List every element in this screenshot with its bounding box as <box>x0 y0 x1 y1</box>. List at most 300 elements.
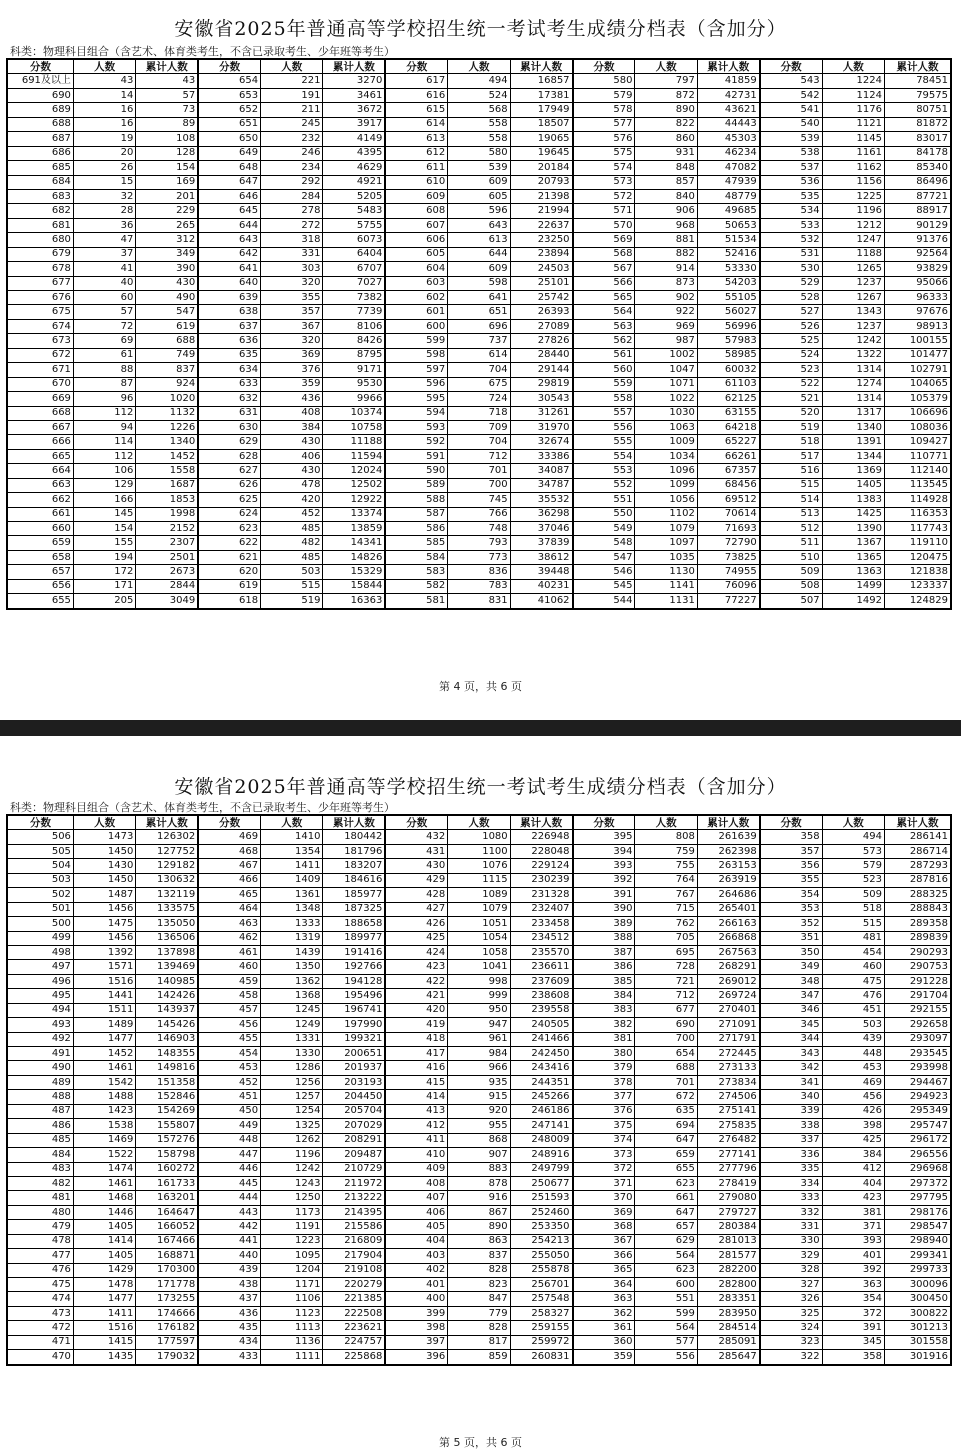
table-cell: 436 <box>261 392 323 406</box>
table-cell: 171778 <box>136 1278 198 1292</box>
table-cell: 440 <box>198 1249 260 1263</box>
table-cell: 516 <box>760 464 822 478</box>
table-cell: 223621 <box>323 1321 385 1335</box>
table-cell: 423 <box>822 1191 884 1205</box>
table-cell: 574 <box>573 161 635 175</box>
table-cell: 290753 <box>885 960 952 974</box>
table-cell: 424 <box>385 945 447 959</box>
table-cell: 273834 <box>697 1075 759 1089</box>
table-cell: 57983 <box>697 334 759 348</box>
table-cell: 292155 <box>885 1003 952 1017</box>
table-cell: 494 <box>448 74 510 88</box>
table-cell: 475 <box>822 974 884 988</box>
table-cell: 409 <box>385 1162 447 1176</box>
table-cell: 207029 <box>323 1119 385 1133</box>
table-row <box>7 844 951 858</box>
table-cell: 87721 <box>885 189 952 203</box>
table-cell: 133575 <box>136 902 198 916</box>
table-row <box>7 1205 951 1219</box>
table-cell: 540 <box>760 117 822 131</box>
table-cell: 139469 <box>136 960 198 974</box>
table-cell: 3672 <box>323 103 385 117</box>
table-cell: 275141 <box>697 1104 759 1118</box>
table-cell: 298940 <box>885 1234 952 1248</box>
table-cell: 966 <box>448 1061 510 1075</box>
table-row <box>7 1321 951 1335</box>
table-cell: 48779 <box>697 189 759 203</box>
table-cell: 282200 <box>697 1263 759 1277</box>
table-cell: 573 <box>822 844 884 858</box>
table-cell: 245266 <box>510 1090 572 1104</box>
table-cell: 1242 <box>822 334 884 348</box>
table-cell: 274506 <box>697 1090 759 1104</box>
table-cell: 920 <box>448 1104 510 1118</box>
table-cell: 228048 <box>510 844 572 858</box>
table-cell: 16857 <box>510 74 572 88</box>
table-cell: 487 <box>7 1104 73 1118</box>
table-cell: 22637 <box>510 218 572 232</box>
table-cell: 7739 <box>323 305 385 319</box>
table-cell: 961 <box>448 1032 510 1046</box>
table-cell: 346 <box>760 1003 822 1017</box>
table-cell: 406 <box>261 449 323 463</box>
table-cell: 391 <box>573 888 635 902</box>
table-cell: 109427 <box>885 435 952 449</box>
table-cell: 1111 <box>261 1350 323 1365</box>
table-cell: 1121 <box>822 117 884 131</box>
table-cell: 931 <box>635 146 697 160</box>
table-cell: 245 <box>261 117 323 131</box>
table-cell: 643 <box>198 233 260 247</box>
table-row <box>7 579 951 593</box>
table-cell: 358 <box>760 830 822 844</box>
table-cell: 394 <box>573 844 635 858</box>
table-cell: 284514 <box>697 1321 759 1335</box>
table-cell: 293998 <box>885 1061 952 1075</box>
table-cell: 1063 <box>635 420 697 434</box>
table-cell: 634 <box>198 363 260 377</box>
table-cell: 325 <box>760 1306 822 1320</box>
table-cell: 53330 <box>697 262 759 276</box>
table-cell: 595 <box>385 392 447 406</box>
table-cell: 619 <box>198 579 260 593</box>
table-cell: 231328 <box>510 888 572 902</box>
table-cell: 737 <box>448 334 510 348</box>
table-cell: 177597 <box>136 1335 198 1349</box>
table-cell: 907 <box>448 1148 510 1162</box>
table-cell: 368 <box>573 1220 635 1234</box>
table-cell: 1100 <box>448 844 510 858</box>
table-cell: 50653 <box>697 218 759 232</box>
table-cell: 271091 <box>697 1018 759 1032</box>
table-cell: 640 <box>198 276 260 290</box>
table-cell: 19645 <box>510 146 572 160</box>
table-cell: 11188 <box>323 435 385 449</box>
table-cell: 1344 <box>822 449 884 463</box>
table-cell: 654 <box>635 1047 697 1061</box>
page-footer: 第 5 页，共 6 页 <box>439 1436 522 1449</box>
table-cell: 467 <box>198 859 260 873</box>
table-row <box>7 305 951 319</box>
table-cell: 42731 <box>697 88 759 102</box>
table-cell: 403 <box>385 1249 447 1263</box>
table-cell: 161733 <box>136 1176 198 1190</box>
table-cell: 607 <box>385 218 447 232</box>
table-cell: 676 <box>7 291 73 305</box>
column-header: 分数 <box>760 59 822 74</box>
table-row <box>7 334 951 348</box>
table-cell: 9171 <box>323 363 385 377</box>
table-cell: 52416 <box>697 247 759 261</box>
table-cell: 8106 <box>323 319 385 333</box>
table-cell: 592 <box>385 435 447 449</box>
column-header: 累计人数 <box>323 59 385 74</box>
table-cell: 230239 <box>510 873 572 887</box>
table-cell: 712 <box>635 989 697 1003</box>
table-cell: 229124 <box>510 859 572 873</box>
table-cell: 520 <box>760 406 822 420</box>
table-cell: 641 <box>198 262 260 276</box>
table-cell: 10758 <box>323 420 385 434</box>
table-cell: 16 <box>73 117 135 131</box>
table-cell: 296172 <box>885 1133 952 1147</box>
table-cell: 469 <box>822 1075 884 1089</box>
table-cell: 112 <box>73 406 135 420</box>
table-cell: 449 <box>198 1119 260 1133</box>
table-cell: 63155 <box>697 406 759 420</box>
table-cell: 123337 <box>885 579 952 593</box>
table-cell: 840 <box>635 189 697 203</box>
table-cell: 88 <box>73 363 135 377</box>
page-5 <box>0 736 961 1449</box>
table-cell: 295349 <box>885 1104 952 1118</box>
table-cell: 26393 <box>510 305 572 319</box>
table-cell: 704 <box>448 363 510 377</box>
table-cell: 168871 <box>136 1249 198 1263</box>
table-cell: 658 <box>7 550 73 564</box>
table-cell: 857 <box>635 175 697 189</box>
table-cell: 290293 <box>885 945 952 959</box>
table-cell: 1047 <box>635 363 697 377</box>
table-cell: 718 <box>448 406 510 420</box>
table-cell: 372 <box>822 1306 884 1320</box>
table-cell: 1340 <box>136 435 198 449</box>
table-cell: 1079 <box>635 522 697 536</box>
table-cell: 189977 <box>323 931 385 945</box>
table-cell: 1368 <box>261 989 323 1003</box>
table-cell: 868 <box>448 1133 510 1147</box>
score-table <box>6 814 952 1366</box>
table-cell: 39448 <box>510 565 572 579</box>
table-cell: 408 <box>385 1176 447 1190</box>
table-cell: 3461 <box>323 88 385 102</box>
table-cell: 33386 <box>510 449 572 463</box>
table-cell: 519 <box>760 420 822 434</box>
table-cell: 62125 <box>697 392 759 406</box>
table-cell: 1130 <box>635 565 697 579</box>
table-cell: 1405 <box>73 1220 135 1234</box>
table-cell: 537 <box>760 161 822 175</box>
table-cell: 1314 <box>822 363 884 377</box>
table-cell: 34787 <box>510 478 572 492</box>
table-cell: 848 <box>635 161 697 175</box>
table-row <box>7 931 951 945</box>
table-cell: 251593 <box>510 1191 572 1205</box>
table-cell: 55105 <box>697 291 759 305</box>
table-cell: 345 <box>822 1335 884 1349</box>
table-cell: 480 <box>7 1205 73 1219</box>
table-cell: 166 <box>73 493 135 507</box>
table-cell: 688 <box>635 1061 697 1075</box>
table-cell: 68456 <box>697 478 759 492</box>
table-cell: 413 <box>385 1104 447 1118</box>
table-cell: 622 <box>198 536 260 550</box>
table-cell: 222508 <box>323 1306 385 1320</box>
column-header: 人数 <box>73 59 135 74</box>
table-cell: 476 <box>822 989 884 1003</box>
table-cell: 597 <box>385 363 447 377</box>
table-cell: 151358 <box>136 1075 198 1089</box>
table-cell: 254213 <box>510 1234 572 1248</box>
table-cell: 320 <box>261 334 323 348</box>
table-row <box>7 1350 951 1365</box>
table-cell: 140985 <box>136 974 198 988</box>
table-cell: 392 <box>573 873 635 887</box>
table-cell: 235570 <box>510 945 572 959</box>
table-cell: 1405 <box>822 478 884 492</box>
table-cell: 1369 <box>822 464 884 478</box>
table-cell: 527 <box>760 305 822 319</box>
table-cell: 4149 <box>323 132 385 146</box>
table-cell: 25101 <box>510 276 572 290</box>
table-cell: 399 <box>385 1306 447 1320</box>
table-cell: 1286 <box>261 1061 323 1075</box>
table-cell: 503 <box>7 873 73 887</box>
table-cell: 1998 <box>136 507 198 521</box>
table-row <box>7 478 951 492</box>
table-cell: 267563 <box>697 945 759 959</box>
table-cell: 1478 <box>73 1278 135 1292</box>
table-cell: 286141 <box>885 830 952 844</box>
table-cell: 255050 <box>510 1249 572 1263</box>
table-cell: 373 <box>573 1148 635 1162</box>
table-cell: 330 <box>760 1234 822 1248</box>
table-cell: 384 <box>573 989 635 1003</box>
table-cell: 1538 <box>73 1119 135 1133</box>
table-cell: 485 <box>261 550 323 564</box>
table-cell: 580 <box>448 146 510 160</box>
table-cell: 998 <box>448 974 510 988</box>
table-cell: 1212 <box>822 218 884 232</box>
table-cell: 294923 <box>885 1090 952 1104</box>
table-cell: 694 <box>635 1119 697 1133</box>
table-cell: 331 <box>261 247 323 261</box>
table-cell: 281577 <box>697 1249 759 1263</box>
table-cell: 196741 <box>323 1003 385 1017</box>
table-cell: 580 <box>573 74 635 88</box>
table-cell: 626 <box>198 478 260 492</box>
page-title: 安徽省2025年普通高等学校招生统一考试考生成绩分档表（含加分） <box>174 18 787 40</box>
table-header-row <box>7 59 951 74</box>
table-cell: 343 <box>760 1047 822 1061</box>
table-cell: 328 <box>760 1263 822 1277</box>
table-cell: 15 <box>73 175 135 189</box>
table-cell: 466 <box>198 873 260 887</box>
table-cell: 673 <box>7 334 73 348</box>
table-row <box>7 1278 951 1292</box>
table-cell: 32674 <box>510 435 572 449</box>
table-cell: 678 <box>7 262 73 276</box>
table-cell: 867 <box>448 1205 510 1219</box>
table-cell: 91376 <box>885 233 952 247</box>
table-cell: 108036 <box>885 420 952 434</box>
table-cell: 612 <box>385 146 447 160</box>
table-cell: 347 <box>760 989 822 1003</box>
table-cell: 387 <box>573 945 635 959</box>
table-cell: 248916 <box>510 1148 572 1162</box>
table-cell: 121838 <box>885 565 952 579</box>
table-row <box>7 507 951 521</box>
table-cell: 357 <box>261 305 323 319</box>
table-cell: 609 <box>385 189 447 203</box>
table-cell: 511 <box>760 536 822 550</box>
table-cell: 546 <box>573 565 635 579</box>
table-cell: 41859 <box>697 74 759 88</box>
table-cell: 610 <box>385 175 447 189</box>
table-cell: 704 <box>448 435 510 449</box>
table-cell: 586 <box>385 522 447 536</box>
table-cell: 298547 <box>885 1220 952 1234</box>
table-cell: 154 <box>136 161 198 175</box>
table-cell: 359 <box>261 377 323 391</box>
table-cell: 105379 <box>885 392 952 406</box>
table-cell: 525 <box>760 334 822 348</box>
table-cell: 283950 <box>697 1306 759 1320</box>
table-cell: 1414 <box>73 1234 135 1248</box>
table-cell: 1439 <box>261 945 323 959</box>
table-cell: 882 <box>635 247 697 261</box>
table-cell: 599 <box>385 334 447 348</box>
table-cell: 383 <box>573 1003 635 1017</box>
table-cell: 837 <box>448 1249 510 1263</box>
table-cell: 247141 <box>510 1119 572 1133</box>
table-cell: 297372 <box>885 1176 952 1190</box>
table-cell: 764 <box>635 873 697 887</box>
table-cell: 675 <box>448 377 510 391</box>
table-cell: 324 <box>760 1321 822 1335</box>
column-header: 累计人数 <box>136 59 198 74</box>
table-cell: 3049 <box>136 594 198 609</box>
table-cell: 507 <box>760 594 822 609</box>
table-cell: 364 <box>573 1278 635 1292</box>
table-cell: 632 <box>198 392 260 406</box>
table-cell: 1409 <box>261 873 323 887</box>
table-cell: 591 <box>385 449 447 463</box>
table-cell: 587 <box>385 507 447 521</box>
table-cell: 667 <box>7 420 73 434</box>
table-cell: 31970 <box>510 420 572 434</box>
table-cell: 1488 <box>73 1090 135 1104</box>
table-cell: 112 <box>73 449 135 463</box>
table-cell: 3270 <box>323 74 385 88</box>
table-header-row <box>7 815 951 830</box>
table-cell: 677 <box>7 276 73 290</box>
table-cell: 94 <box>73 420 135 434</box>
column-header: 人数 <box>822 59 884 74</box>
table-cell: 625 <box>198 493 260 507</box>
table-cell: 412 <box>822 1162 884 1176</box>
table-cell: 23250 <box>510 233 572 247</box>
table-row <box>7 1090 951 1104</box>
table-cell: 447 <box>198 1148 260 1162</box>
table-cell: 266868 <box>697 931 759 945</box>
table-cell: 273133 <box>697 1061 759 1075</box>
table-cell: 297795 <box>885 1191 952 1205</box>
table-cell: 556 <box>573 420 635 434</box>
table-cell: 442 <box>198 1220 260 1234</box>
table-cell: 164647 <box>136 1205 198 1219</box>
table-cell: 113545 <box>885 478 952 492</box>
table-cell: 564 <box>635 1249 697 1263</box>
table-cell: 494 <box>822 830 884 844</box>
table-cell: 924 <box>136 377 198 391</box>
table-row <box>7 348 951 362</box>
table-cell: 608 <box>385 204 447 218</box>
table-cell: 194 <box>73 550 135 564</box>
table-cell: 654 <box>198 74 260 88</box>
table-cell: 28440 <box>510 348 572 362</box>
table-cell: 570 <box>573 218 635 232</box>
table-cell: 64218 <box>697 420 759 434</box>
table-cell: 29144 <box>510 363 572 377</box>
table-cell: 393 <box>822 1234 884 1248</box>
table-cell: 1411 <box>73 1306 135 1320</box>
table-row <box>7 1061 951 1075</box>
table-cell: 605 <box>385 247 447 261</box>
table-cell: 19065 <box>510 132 572 146</box>
table-cell: 748 <box>448 522 510 536</box>
table-cell: 604 <box>385 262 447 276</box>
table-cell: 1245 <box>261 1003 323 1017</box>
table-cell: 11594 <box>323 449 385 463</box>
table-cell: 823 <box>448 1278 510 1292</box>
table-cell: 1542 <box>73 1075 135 1089</box>
table-cell: 567 <box>573 262 635 276</box>
table-cell: 1196 <box>261 1148 323 1162</box>
table-cell: 1056 <box>635 493 697 507</box>
table-cell: 287816 <box>885 873 952 887</box>
table-cell: 224757 <box>323 1335 385 1349</box>
table-cell: 71693 <box>697 522 759 536</box>
table-cell: 369 <box>261 348 323 362</box>
table-cell: 369 <box>573 1205 635 1219</box>
table-cell: 657 <box>635 1220 697 1234</box>
table-cell: 1089 <box>448 888 510 902</box>
table-cell: 1558 <box>136 464 198 478</box>
table-cell: 65227 <box>697 435 759 449</box>
table-cell: 539 <box>760 132 822 146</box>
table-cell: 556 <box>635 1350 697 1365</box>
table-cell: 668 <box>7 406 73 420</box>
table-cell: 404 <box>822 1176 884 1190</box>
table-cell: 312 <box>136 233 198 247</box>
table-cell: 1314 <box>822 392 884 406</box>
table-cell: 451 <box>822 1003 884 1017</box>
table-cell: 389 <box>573 917 635 931</box>
table-cell: 1363 <box>822 565 884 579</box>
table-cell: 482 <box>261 536 323 550</box>
table-cell: 513 <box>760 507 822 521</box>
